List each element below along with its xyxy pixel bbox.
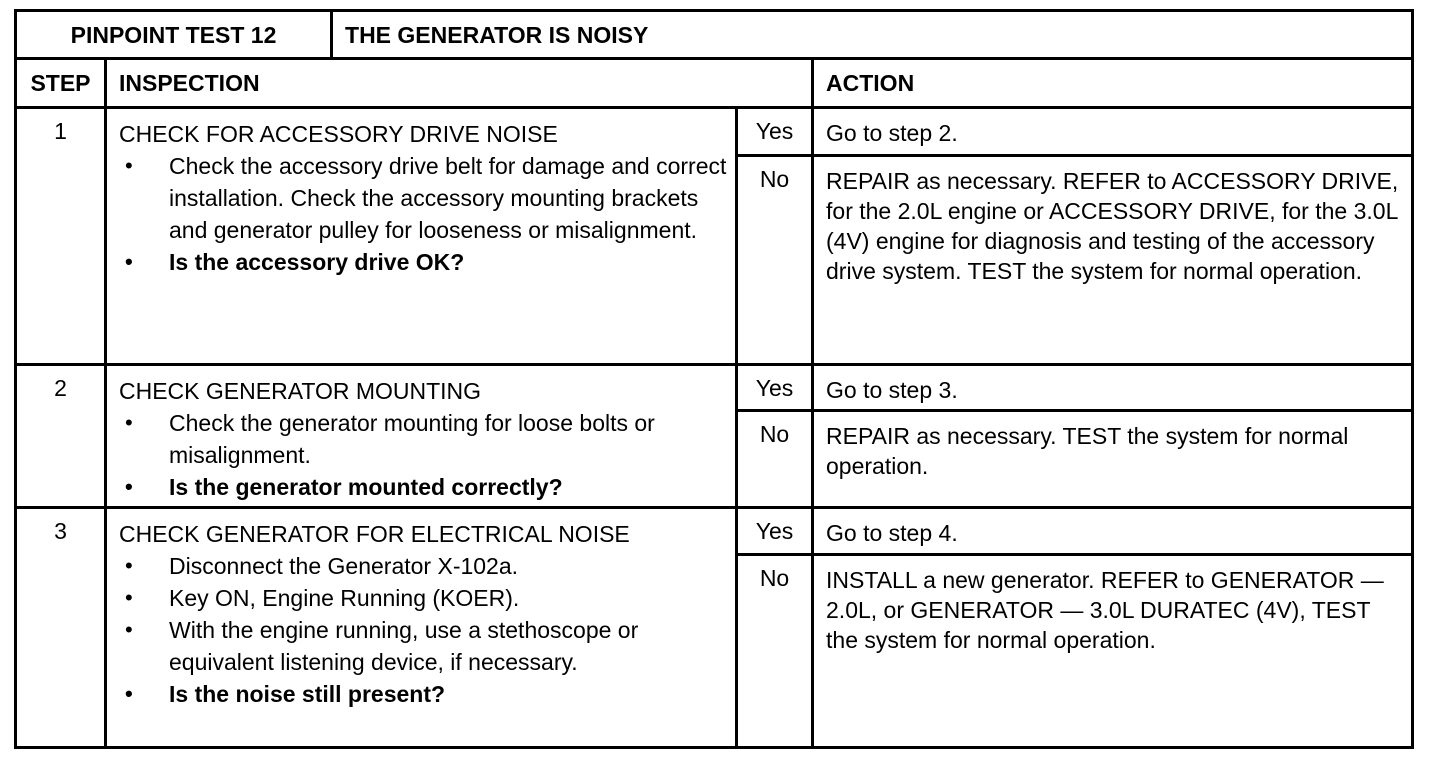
step-column-header: STEP xyxy=(16,59,106,108)
test-title: THE GENERATOR IS NOISY xyxy=(332,11,1413,59)
yes-label: Yes xyxy=(737,508,813,555)
column-header-row xyxy=(16,59,1413,108)
inspection-bullet: • Key ON, Engine Running (KOER). xyxy=(119,582,727,614)
title-row xyxy=(16,11,1413,59)
no-action: REPAIR as necessary. TEST the system for normal operation. xyxy=(813,411,1413,508)
yes-label: Yes xyxy=(737,365,813,411)
yes-label: Yes xyxy=(737,108,813,156)
step-title: CHECK GENERATOR MOUNTING xyxy=(119,378,482,404)
inspection-question: • Is the accessory drive OK? xyxy=(119,246,727,278)
inspection-bullet: • With the engine running, use a stethoscope or equivalent listening device, if necessary. xyxy=(119,614,727,678)
yes-action: Go to step 4. xyxy=(813,508,1413,555)
inspection-column-header: INSPECTION xyxy=(106,59,813,108)
inspection-cell xyxy=(106,508,737,748)
inspection-question: • Is the noise still present? xyxy=(119,678,727,710)
step-number: 2 xyxy=(16,365,106,508)
no-action: REPAIR as necessary. REFER to ACCESSORY DRIVE, for the 2.0L engine or ACCESSORY DRIVE, for the 3.0L (4V) engine for diagnosis and testing of the accessory drive system. TEST the system for normal operation. xyxy=(813,156,1413,365)
step-number: 3 xyxy=(16,508,106,748)
inspection-cell xyxy=(106,365,737,508)
inspection-bullet: • Check the generator mounting for loose bolts or misalignment. xyxy=(119,407,727,471)
yes-action: Go to step 2. xyxy=(813,108,1413,156)
yes-action: Go to step 3. xyxy=(813,365,1413,411)
table-row xyxy=(16,508,1413,555)
inspection-cell xyxy=(106,108,737,365)
inspection-bullet: • Check the accessory drive belt for damage and correct installation. Check the accessory mounting brackets and generator pulley for looseness or misalignment. xyxy=(119,150,727,246)
inspection-question: • Is the generator mounted correctly? xyxy=(119,471,727,503)
no-label: No xyxy=(737,411,813,508)
table-row xyxy=(16,365,1413,411)
step-title: CHECK FOR ACCESSORY DRIVE NOISE xyxy=(119,121,558,147)
pinpoint-test-table xyxy=(14,9,1414,749)
step-title: CHECK GENERATOR FOR ELECTRICAL NOISE xyxy=(119,521,630,547)
action-column-header: ACTION xyxy=(813,59,1413,108)
no-label: No xyxy=(737,156,813,365)
test-id: PINPOINT TEST 12 xyxy=(16,11,332,59)
table-row xyxy=(16,108,1413,156)
step-number: 1 xyxy=(16,108,106,365)
inspection-bullet: • Disconnect the Generator X-102a. xyxy=(119,550,727,582)
no-action: INSTALL a new generator. REFER to GENERATOR — 2.0L, or GENERATOR — 3.0L DURATEC (4V), TEST the system for normal operation. xyxy=(813,555,1413,748)
no-label: No xyxy=(737,555,813,748)
